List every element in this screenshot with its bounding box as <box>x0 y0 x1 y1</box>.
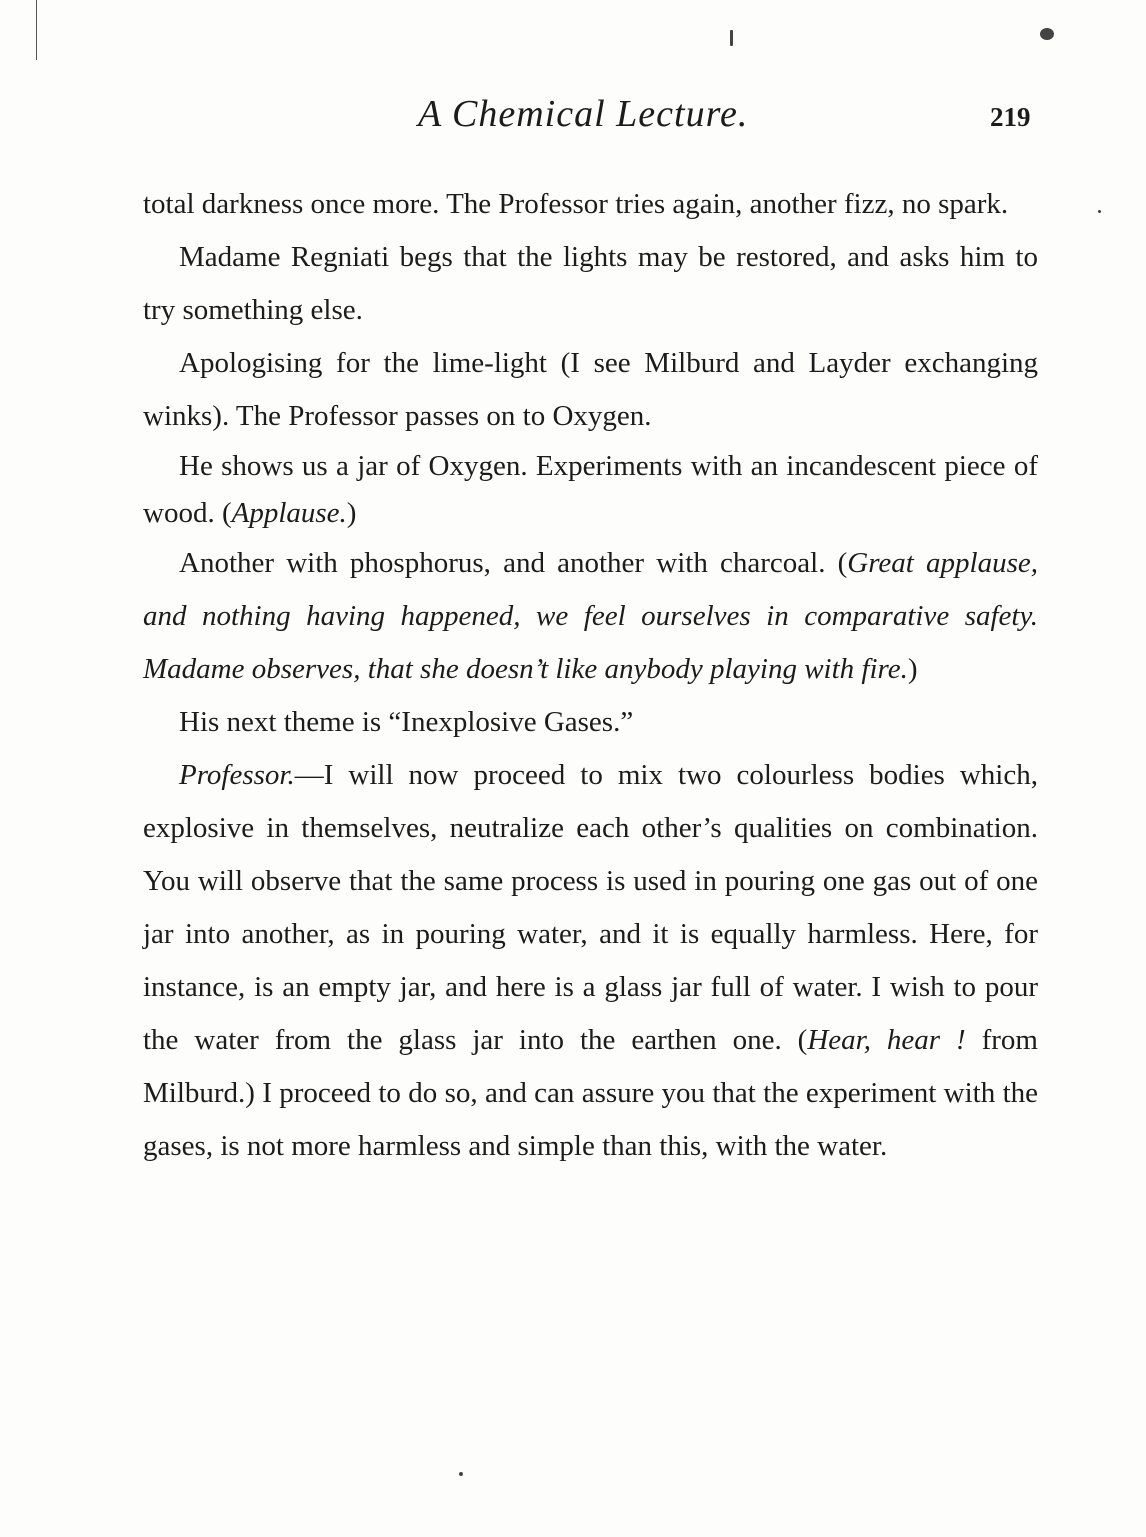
italic-text: Hear, hear ! <box>807 1024 966 1056</box>
italic-text: Professor. <box>179 759 295 791</box>
page-number: 219 <box>990 102 1031 132</box>
text-run: —I will now proceed to mix two colourless bodies which, explosive in themselves, neutralize each other’s qualities on combination. You will observe that the same process is used in pouring one gas out of one jar into another, as in pouring water, and it is equally harmless. Here, for instance, is an empty jar, and here is a glass jar full of water. I wish to pour the water from the glass jar into the earthen one. ( <box>143 759 1038 1056</box>
body-text <box>143 178 1038 1173</box>
text-run: He shows us a jar of Oxygen. Experiments with an incandescent piece of wood. ( <box>143 450 1038 529</box>
ink-speck <box>730 30 733 46</box>
paragraph <box>143 178 1038 231</box>
ink-speck <box>1098 210 1101 213</box>
text-run: total darkness once more. The Professor tries again, another fizz, no spark. <box>143 188 1009 220</box>
paragraph <box>143 749 1038 1173</box>
running-header <box>0 92 1146 142</box>
text-run: from Milburd.) I proceed to do so, and can assure you that the experiment with the gases, is not more harmless and simple than this, with the water. <box>143 1024 1038 1162</box>
paragraph <box>143 443 1038 537</box>
running-title: A Chemical Lecture. <box>418 93 749 135</box>
text-run: Madame Regniati begs that the lights may be restored, and asks him to try something else. <box>143 241 1038 326</box>
paragraph <box>143 696 1038 749</box>
italic-text: Great applause, and nothing having happened, we feel ourselves in comparative safety. Madame observes, that she doesn’t like anybody playing with fire. <box>143 547 1039 685</box>
paragraph <box>143 537 1038 696</box>
page-edge-mark <box>36 0 37 60</box>
text-run: Another with phosphorus, and another with charcoal. ( <box>179 547 848 579</box>
text-run: His next theme is “Inexplosive Gases.” <box>179 706 634 738</box>
italic-text: Applause. <box>231 497 347 529</box>
text-run: Apologising for the lime-light (I see Milburd and Layder exchanging winks). The Professor passes on to Oxygen. <box>143 347 1038 432</box>
text-run: ) <box>346 497 357 529</box>
paragraph <box>143 337 1038 443</box>
paragraph <box>143 231 1038 337</box>
text-run: ) <box>907 653 918 685</box>
ink-speck <box>459 1472 463 1476</box>
ink-speck <box>1040 28 1054 40</box>
